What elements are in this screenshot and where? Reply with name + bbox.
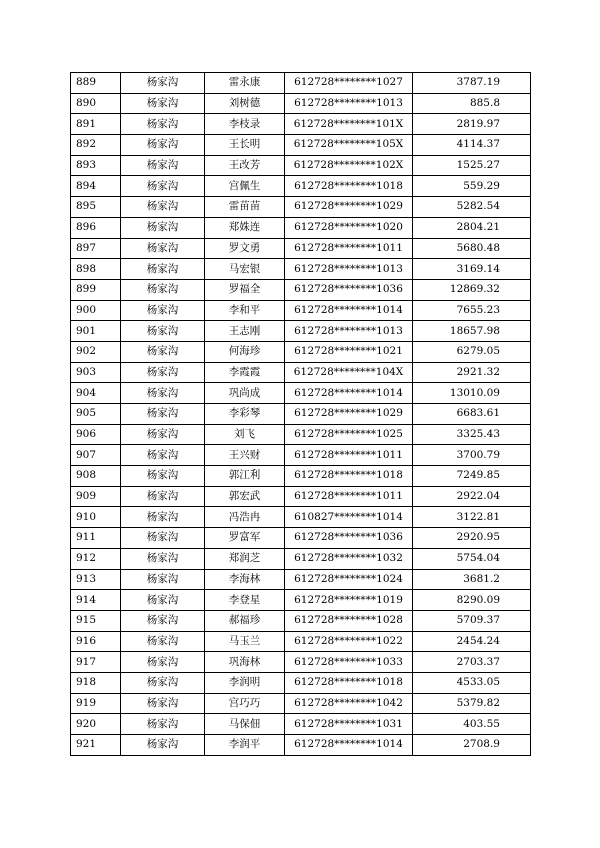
register-table-body bbox=[71, 73, 531, 756]
table-row bbox=[71, 569, 531, 590]
id-number-cell: 612728********1011 bbox=[285, 486, 413, 507]
id-number-cell: 612728********1025 bbox=[285, 424, 413, 445]
village-cell: 杨家沟 bbox=[121, 424, 205, 445]
register-table bbox=[70, 72, 531, 756]
id-number-cell: 612728********1036 bbox=[285, 279, 413, 300]
amount-cell: 3169.14 bbox=[413, 259, 531, 280]
amount-cell: 5680.48 bbox=[413, 238, 531, 259]
amount-cell: 2804.21 bbox=[413, 217, 531, 238]
name-cell: 罗文勇 bbox=[205, 238, 285, 259]
row-number-cell: 914 bbox=[71, 590, 121, 611]
row-number-cell: 920 bbox=[71, 714, 121, 735]
name-cell: 巩海林 bbox=[205, 652, 285, 673]
id-number-cell: 612728********1013 bbox=[285, 93, 413, 114]
amount-cell: 3325.43 bbox=[413, 424, 531, 445]
table-row bbox=[71, 73, 531, 94]
village-cell: 杨家沟 bbox=[121, 528, 205, 549]
name-cell: 郭宏武 bbox=[205, 486, 285, 507]
amount-cell: 13010.09 bbox=[413, 383, 531, 404]
village-cell: 杨家沟 bbox=[121, 135, 205, 156]
name-cell: 李和平 bbox=[205, 300, 285, 321]
village-cell: 杨家沟 bbox=[121, 114, 205, 135]
row-number-cell: 904 bbox=[71, 383, 121, 404]
row-number-cell: 916 bbox=[71, 631, 121, 652]
row-number-cell: 921 bbox=[71, 735, 121, 756]
table-row bbox=[71, 341, 531, 362]
table-row bbox=[71, 466, 531, 487]
row-number-cell: 908 bbox=[71, 466, 121, 487]
row-number-cell: 917 bbox=[71, 652, 121, 673]
village-cell: 杨家沟 bbox=[121, 341, 205, 362]
name-cell: 李霞霞 bbox=[205, 362, 285, 383]
amount-cell: 2708.9 bbox=[413, 735, 531, 756]
amount-cell: 6279.05 bbox=[413, 341, 531, 362]
table-row bbox=[71, 693, 531, 714]
village-cell: 杨家沟 bbox=[121, 93, 205, 114]
row-number-cell: 902 bbox=[71, 341, 121, 362]
table-row bbox=[71, 197, 531, 218]
name-cell: 李海林 bbox=[205, 569, 285, 590]
amount-cell: 5379.82 bbox=[413, 693, 531, 714]
id-number-cell: 612728********1021 bbox=[285, 341, 413, 362]
village-cell: 杨家沟 bbox=[121, 569, 205, 590]
id-number-cell: 612728********102X bbox=[285, 155, 413, 176]
village-cell: 杨家沟 bbox=[121, 590, 205, 611]
id-number-cell: 612728********1018 bbox=[285, 466, 413, 487]
village-cell: 杨家沟 bbox=[121, 548, 205, 569]
village-cell: 杨家沟 bbox=[121, 466, 205, 487]
name-cell: 马保佃 bbox=[205, 714, 285, 735]
row-number-cell: 919 bbox=[71, 693, 121, 714]
name-cell: 王兴财 bbox=[205, 445, 285, 466]
id-number-cell: 612728********1014 bbox=[285, 300, 413, 321]
amount-cell: 2921.32 bbox=[413, 362, 531, 383]
id-number-cell: 612728********1029 bbox=[285, 404, 413, 425]
name-cell: 李枝录 bbox=[205, 114, 285, 135]
id-number-cell: 612728********1024 bbox=[285, 569, 413, 590]
amount-cell: 3700.79 bbox=[413, 445, 531, 466]
name-cell: 罗富军 bbox=[205, 528, 285, 549]
id-number-cell: 612728********104X bbox=[285, 362, 413, 383]
name-cell: 王志刚 bbox=[205, 321, 285, 342]
table-row bbox=[71, 135, 531, 156]
amount-cell: 5282.54 bbox=[413, 197, 531, 218]
name-cell: 宫巧巧 bbox=[205, 693, 285, 714]
id-number-cell: 612728********1018 bbox=[285, 176, 413, 197]
amount-cell: 8290.09 bbox=[413, 590, 531, 611]
id-number-cell: 612728********1022 bbox=[285, 631, 413, 652]
name-cell: 李彩琴 bbox=[205, 404, 285, 425]
amount-cell: 5709.37 bbox=[413, 610, 531, 631]
village-cell: 杨家沟 bbox=[121, 321, 205, 342]
row-number-cell: 889 bbox=[71, 73, 121, 94]
amount-cell: 3681.2 bbox=[413, 569, 531, 590]
row-number-cell: 910 bbox=[71, 507, 121, 528]
table-row bbox=[71, 590, 531, 611]
row-number-cell: 911 bbox=[71, 528, 121, 549]
row-number-cell: 896 bbox=[71, 217, 121, 238]
table-row bbox=[71, 259, 531, 280]
row-number-cell: 905 bbox=[71, 404, 121, 425]
row-number-cell: 900 bbox=[71, 300, 121, 321]
name-cell: 王长明 bbox=[205, 135, 285, 156]
row-number-cell: 906 bbox=[71, 424, 121, 445]
village-cell: 杨家沟 bbox=[121, 259, 205, 280]
row-number-cell: 915 bbox=[71, 610, 121, 631]
row-number-cell: 897 bbox=[71, 238, 121, 259]
amount-cell: 5754.04 bbox=[413, 548, 531, 569]
name-cell: 冯浩冉 bbox=[205, 507, 285, 528]
name-cell: 罗福全 bbox=[205, 279, 285, 300]
table-row bbox=[71, 424, 531, 445]
table-row bbox=[71, 238, 531, 259]
row-number-cell: 898 bbox=[71, 259, 121, 280]
name-cell: 马宏银 bbox=[205, 259, 285, 280]
amount-cell: 2703.37 bbox=[413, 652, 531, 673]
table-row bbox=[71, 548, 531, 569]
village-cell: 杨家沟 bbox=[121, 652, 205, 673]
row-number-cell: 909 bbox=[71, 486, 121, 507]
village-cell: 杨家沟 bbox=[121, 300, 205, 321]
village-cell: 杨家沟 bbox=[121, 279, 205, 300]
id-number-cell: 612728********1032 bbox=[285, 548, 413, 569]
row-number-cell: 918 bbox=[71, 672, 121, 693]
table-row bbox=[71, 114, 531, 135]
name-cell: 李登星 bbox=[205, 590, 285, 611]
table-row bbox=[71, 714, 531, 735]
amount-cell: 4533.05 bbox=[413, 672, 531, 693]
id-number-cell: 612728********1033 bbox=[285, 652, 413, 673]
row-number-cell: 894 bbox=[71, 176, 121, 197]
name-cell: 何海珍 bbox=[205, 341, 285, 362]
table-row bbox=[71, 383, 531, 404]
row-number-cell: 893 bbox=[71, 155, 121, 176]
amount-cell: 3122.81 bbox=[413, 507, 531, 528]
table-row bbox=[71, 279, 531, 300]
village-cell: 杨家沟 bbox=[121, 610, 205, 631]
village-cell: 杨家沟 bbox=[121, 176, 205, 197]
village-cell: 杨家沟 bbox=[121, 217, 205, 238]
amount-cell: 7655.23 bbox=[413, 300, 531, 321]
village-cell: 杨家沟 bbox=[121, 155, 205, 176]
village-cell: 杨家沟 bbox=[121, 693, 205, 714]
id-number-cell: 612728********1029 bbox=[285, 197, 413, 218]
amount-cell: 2819.97 bbox=[413, 114, 531, 135]
table-row bbox=[71, 321, 531, 342]
amount-cell: 885.8 bbox=[413, 93, 531, 114]
amount-cell: 559.29 bbox=[413, 176, 531, 197]
village-cell: 杨家沟 bbox=[121, 507, 205, 528]
id-number-cell: 612728********105X bbox=[285, 135, 413, 156]
id-number-cell: 612728********1014 bbox=[285, 383, 413, 404]
row-number-cell: 907 bbox=[71, 445, 121, 466]
village-cell: 杨家沟 bbox=[121, 197, 205, 218]
table-row bbox=[71, 362, 531, 383]
id-number-cell: 612728********1028 bbox=[285, 610, 413, 631]
id-number-cell: 610827********1014 bbox=[285, 507, 413, 528]
name-cell: 雷永康 bbox=[205, 73, 285, 94]
amount-cell: 403.55 bbox=[413, 714, 531, 735]
table-row bbox=[71, 93, 531, 114]
table-row bbox=[71, 735, 531, 756]
village-cell: 杨家沟 bbox=[121, 73, 205, 94]
table-row bbox=[71, 610, 531, 631]
name-cell: 郑润芝 bbox=[205, 548, 285, 569]
table-row bbox=[71, 217, 531, 238]
name-cell: 马玉兰 bbox=[205, 631, 285, 652]
amount-cell: 7249.85 bbox=[413, 466, 531, 487]
name-cell: 郑姝连 bbox=[205, 217, 285, 238]
table-row bbox=[71, 176, 531, 197]
row-number-cell: 903 bbox=[71, 362, 121, 383]
village-cell: 杨家沟 bbox=[121, 404, 205, 425]
village-cell: 杨家沟 bbox=[121, 238, 205, 259]
village-cell: 杨家沟 bbox=[121, 486, 205, 507]
amount-cell: 12869.32 bbox=[413, 279, 531, 300]
name-cell: 李润平 bbox=[205, 735, 285, 756]
name-cell: 郝福珍 bbox=[205, 610, 285, 631]
amount-cell: 2454.24 bbox=[413, 631, 531, 652]
village-cell: 杨家沟 bbox=[121, 362, 205, 383]
id-number-cell: 612728********101X bbox=[285, 114, 413, 135]
village-cell: 杨家沟 bbox=[121, 672, 205, 693]
id-number-cell: 612728********1042 bbox=[285, 693, 413, 714]
row-number-cell: 901 bbox=[71, 321, 121, 342]
village-cell: 杨家沟 bbox=[121, 631, 205, 652]
amount-cell: 3787.19 bbox=[413, 73, 531, 94]
table-row bbox=[71, 445, 531, 466]
id-number-cell: 612728********1018 bbox=[285, 672, 413, 693]
amount-cell: 4114.37 bbox=[413, 135, 531, 156]
name-cell: 宫佩生 bbox=[205, 176, 285, 197]
amount-cell: 2920.95 bbox=[413, 528, 531, 549]
row-number-cell: 890 bbox=[71, 93, 121, 114]
row-number-cell: 899 bbox=[71, 279, 121, 300]
table-row bbox=[71, 507, 531, 528]
id-number-cell: 612728********1036 bbox=[285, 528, 413, 549]
id-number-cell: 612728********1027 bbox=[285, 73, 413, 94]
name-cell: 王改芳 bbox=[205, 155, 285, 176]
id-number-cell: 612728********1011 bbox=[285, 238, 413, 259]
amount-cell: 2922.04 bbox=[413, 486, 531, 507]
village-cell: 杨家沟 bbox=[121, 445, 205, 466]
name-cell: 郭江利 bbox=[205, 466, 285, 487]
id-number-cell: 612728********1019 bbox=[285, 590, 413, 611]
row-number-cell: 891 bbox=[71, 114, 121, 135]
id-number-cell: 612728********1013 bbox=[285, 321, 413, 342]
table-row bbox=[71, 155, 531, 176]
name-cell: 刘飞 bbox=[205, 424, 285, 445]
row-number-cell: 892 bbox=[71, 135, 121, 156]
table-row bbox=[71, 404, 531, 425]
row-number-cell: 895 bbox=[71, 197, 121, 218]
amount-cell: 1525.27 bbox=[413, 155, 531, 176]
village-cell: 杨家沟 bbox=[121, 714, 205, 735]
id-number-cell: 612728********1014 bbox=[285, 735, 413, 756]
name-cell: 李润明 bbox=[205, 672, 285, 693]
row-number-cell: 912 bbox=[71, 548, 121, 569]
table-row bbox=[71, 528, 531, 549]
amount-cell: 18657.98 bbox=[413, 321, 531, 342]
village-cell: 杨家沟 bbox=[121, 735, 205, 756]
table-row bbox=[71, 486, 531, 507]
table-row bbox=[71, 652, 531, 673]
row-number-cell: 913 bbox=[71, 569, 121, 590]
amount-cell: 6683.61 bbox=[413, 404, 531, 425]
table-row bbox=[71, 672, 531, 693]
name-cell: 刘树德 bbox=[205, 93, 285, 114]
table-row bbox=[71, 300, 531, 321]
id-number-cell: 612728********1020 bbox=[285, 217, 413, 238]
name-cell: 巩尚成 bbox=[205, 383, 285, 404]
id-number-cell: 612728********1031 bbox=[285, 714, 413, 735]
name-cell: 雷苗苗 bbox=[205, 197, 285, 218]
table-row bbox=[71, 631, 531, 652]
id-number-cell: 612728********1013 bbox=[285, 259, 413, 280]
id-number-cell: 612728********1011 bbox=[285, 445, 413, 466]
village-cell: 杨家沟 bbox=[121, 383, 205, 404]
